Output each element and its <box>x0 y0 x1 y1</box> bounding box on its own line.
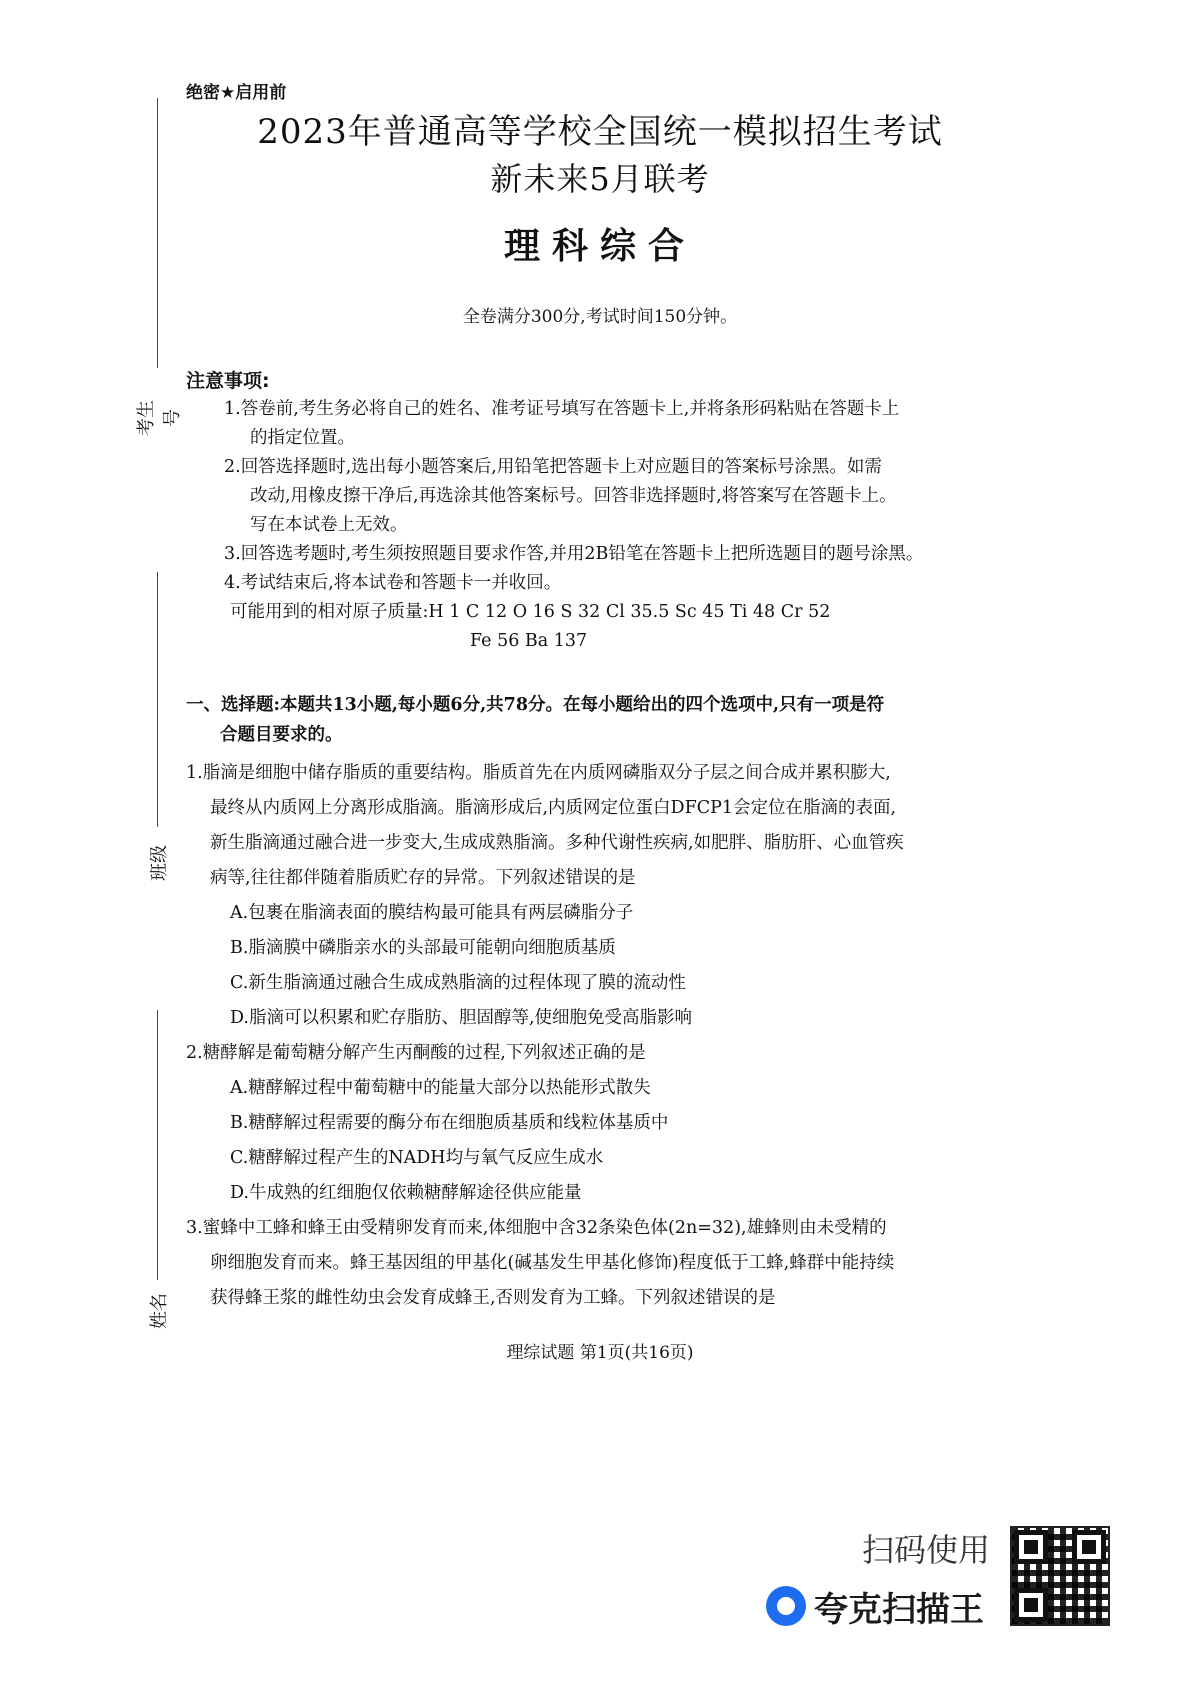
full-score-note: 全卷满分300分,考试时间150分钟。 <box>462 307 738 327</box>
name-label: 姓名 <box>149 1293 170 1329</box>
binding-line <box>157 572 158 827</box>
question-stem: 3.蜜蜂中工蜂和蜂王由受精卵发育而来,体细胞中含32条染色体(2n=32),雄蜂则由未受精的 <box>186 1218 887 1238</box>
option-d: D.脂滴可以积累和贮存脂肪、胆固醇等,使细胞免受高脂影响 <box>230 1008 693 1028</box>
question-stem: 获得蜂王浆的雌性幼虫会发育成蜂王,否则发育为工蜂。下列叙述错误的是 <box>210 1288 776 1308</box>
question-stem: 2.糖酵解是葡萄糖分解产生丙酮酸的过程,下列叙述正确的是 <box>186 1043 646 1063</box>
notice-line: 2.回答选择题时,选出每小题答案后,用铅笔把答题卡上对应题目的答案标号涂黑。如需 <box>224 457 882 477</box>
secret-mark: 绝密★启用前 <box>186 83 287 103</box>
question-stem: 新生脂滴通过融合进一步变大,生成成熟脂滴。多种代谢性疾病,如肥胖、脂肪肝、心血管疾 <box>210 833 904 853</box>
option-b: B.糖酵解过程需要的酶分布在细胞质基质和线粒体基质中 <box>230 1113 669 1133</box>
exam-no-label: 考生号 <box>136 400 183 436</box>
notice-line: 1.答卷前,考生务必将自己的姓名、准考证号填写在答题卡上,并将条形码粘贴在答题卡上 <box>224 399 900 419</box>
page-footer: 理综试题 第1页(共16页) <box>506 1343 694 1363</box>
option-c: C.糖酵解过程产生的NADH均与氧气反应生成水 <box>230 1148 604 1168</box>
notice-line: 3.回答选考题时,考生须按照题目要求作答,并用2B铅笔在答题卡上把所选题目的题号涂黑。 <box>224 544 924 564</box>
section-heading-cont: 合题目要求的。 <box>220 725 343 745</box>
option-d: D.牛成熟的红细胞仅依赖糖酵解途径供应能量 <box>230 1183 582 1203</box>
notice-heading: 注意事项: <box>186 370 270 392</box>
binding-line <box>157 1010 158 1280</box>
notice-line: 写在本试卷上无效。 <box>250 515 408 535</box>
notice-line: 改动,用橡皮擦干净后,再选涂其他答案标号。回答非选择题时,将答案写在答题卡上。 <box>250 486 897 506</box>
exam-title: 2023年普通高等学校全国统一模拟招生考试 <box>257 112 943 152</box>
question-stem: 1.脂滴是细胞中储存脂质的重要结构。脂质首先在内质网磷脂双分子层之间合成并累积膨大, <box>186 763 891 783</box>
atomic-mass-line: 可能用到的相对原子质量:H 1 C 12 O 16 S 32 Cl 35.5 Sc 45 Ti 48 Cr 52 <box>230 602 831 622</box>
qr-code-icon[interactable] <box>1010 1526 1110 1626</box>
scan-to-use-text: 扫码使用 <box>862 1531 991 1569</box>
question-stem: 卵细胞发育而来。蜂王基因组的甲基化(碱基发生甲基化修饰)程度低于工蜂,蜂群中能持续 <box>210 1253 895 1273</box>
class-label: 班级 <box>149 845 170 881</box>
option-a: A.包裹在脂滴表面的膜结构最可能具有两层磷脂分子 <box>230 903 634 923</box>
brand-name: 夸克扫描王 <box>814 1590 984 1630</box>
qr-finder-icon <box>1014 1530 1048 1564</box>
question-stem: 最终从内质网上分离形成脂滴。脂滴形成后,内质网定位蛋白DFCP1会定位在脂滴的表面, <box>210 798 897 818</box>
notice-line: 4.考试结束后,将本试卷和答题卡一并收回。 <box>224 573 562 593</box>
qr-finder-icon <box>1072 1530 1106 1564</box>
exam-subtitle: 新未来5月联考 <box>490 160 710 198</box>
atomic-mass-line: Fe 56 Ba 137 <box>470 631 588 651</box>
quark-logo-icon <box>766 1586 806 1626</box>
option-a: A.糖酵解过程中葡萄糖中的能量大部分以热能形式散失 <box>230 1078 651 1098</box>
subject-title: 理科综合 <box>503 226 696 267</box>
option-c: C.新生脂滴通过融合生成成熟脂滴的过程体现了膜的流动性 <box>230 973 686 993</box>
question-stem: 病等,往往都伴随着脂质贮存的异常。下列叙述错误的是 <box>210 868 636 888</box>
binding-line <box>157 98 158 368</box>
qr-finder-icon <box>1014 1588 1048 1622</box>
section-heading: 一、选择题:本题共13小题,每小题6分,共78分。在每小题给出的四个选项中,只有一项是符 <box>186 695 885 715</box>
notice-line: 的指定位置。 <box>250 428 355 448</box>
option-b: B.脂滴膜中磷脂亲水的头部最可能朝向细胞质基质 <box>230 938 616 958</box>
